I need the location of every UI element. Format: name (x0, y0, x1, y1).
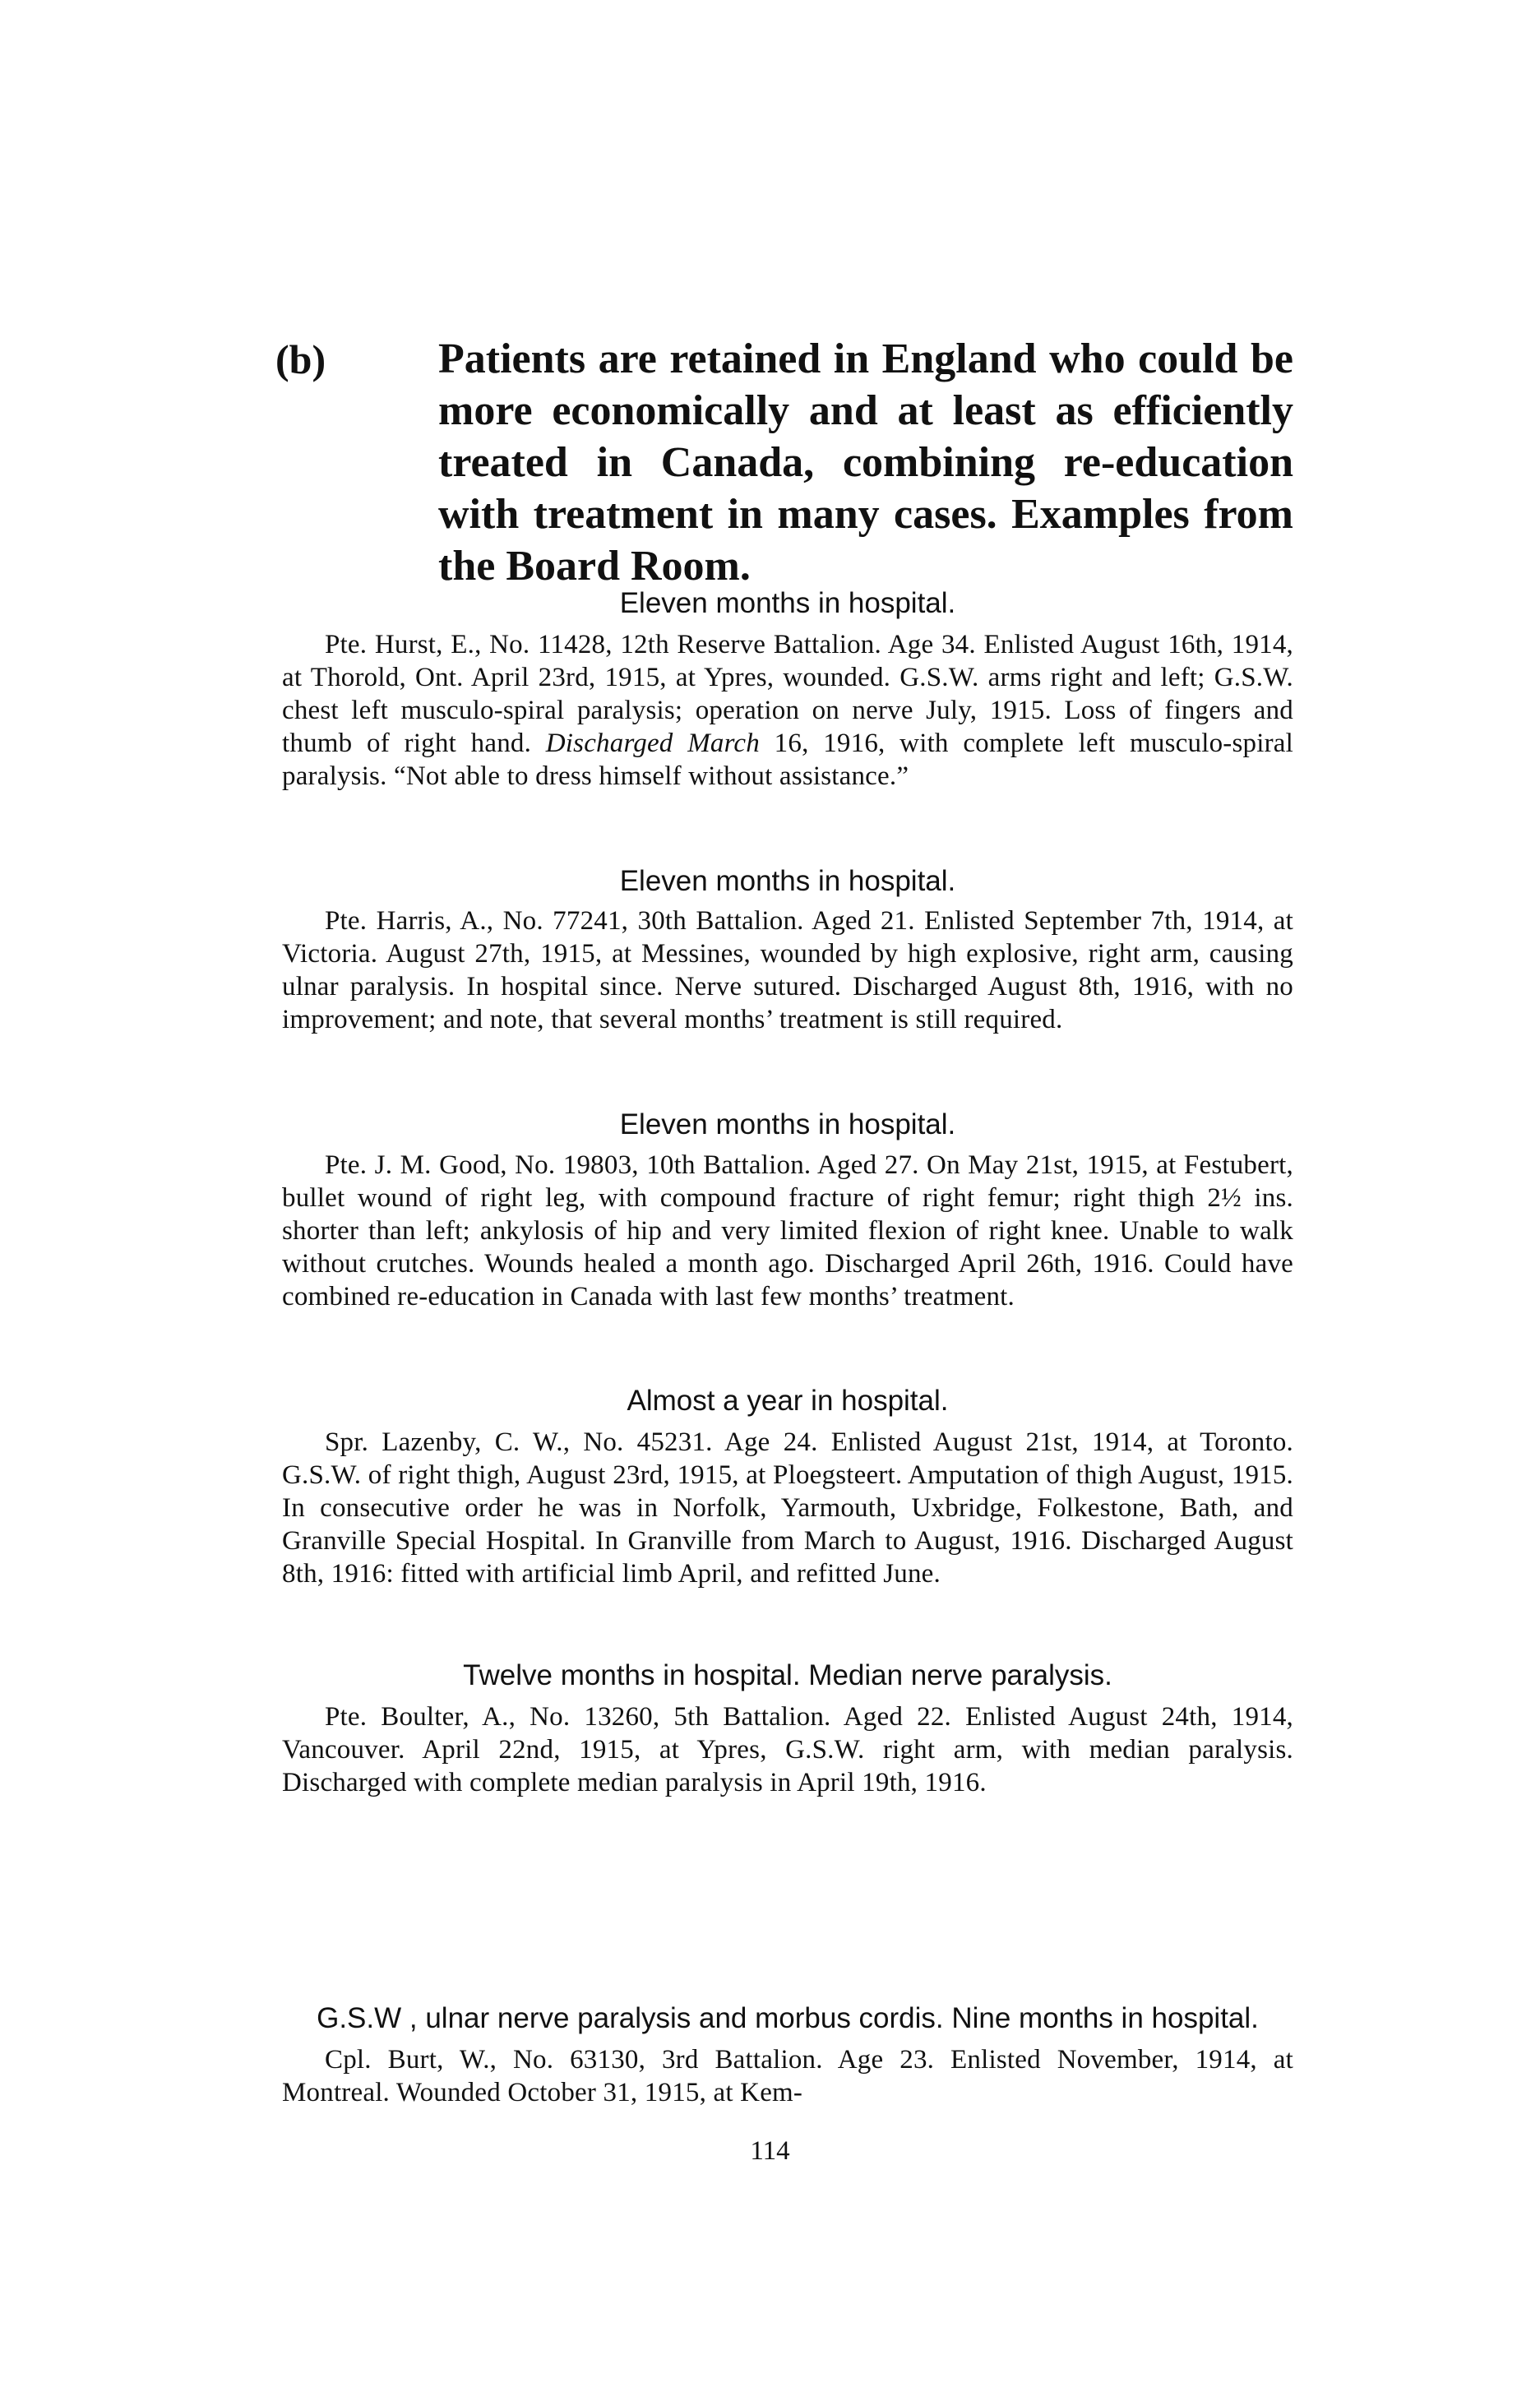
intro-paragraph: Patients are retained in England who could be more economically and at least as efficiently treated in Canada, combining re-education with treatment in many cases. Examples from the Board Room. (438, 335, 1293, 590)
case-heading: Almost a year in hospital. (627, 1385, 949, 1417)
case-heading: Eleven months in hospital. (619, 865, 956, 897)
case-text: Pte. J. M. Good, No. 19803, 10th Battalion. Aged 27. On May 21st, 1915, at Festubert, bullet wound of right leg, with compound fracture of right femur; right thigh 2½ ins. shorter than left; ankylosis of hip and very limited flexion of right knee. Unable to walk without crutches. Wounds healed a month ago. Discharged April 26th, 1916. Could have combined re-education in Canada with last few months’ treatment. (282, 1150, 1293, 1311)
case-entry (282, 1426, 1293, 1590)
case-text: Cpl. Burt, W., No. 63130, 3rd Battalion. Age 23. Enlisted November, 1914, at Montreal. Wounded October 31, 1915, at Kem- (282, 2045, 1293, 2107)
case-text (282, 628, 1293, 793)
case-text-italic: Discharged March (545, 729, 760, 758)
page-number: 114 (750, 2136, 790, 2166)
case-heading: Eleven months in hospital. (619, 1108, 956, 1140)
case-entry (282, 1700, 1293, 1799)
case-heading: G.S.W , ulnar nerve paralysis and morbus cordis. Nine months in hospital. (317, 2002, 1259, 2034)
case-text: Pte. Boulter, A., No. 13260, 5th Battalion. Aged 22. Enlisted August 24th, 1914, Vancouver. April 22nd, 1915, at Ypres, G.S.W. right arm, with median paralysis. Discharged with complete median paralysis in April 19th, 1916. (282, 1702, 1293, 1797)
case-entry (282, 2043, 1293, 2109)
case-entry (282, 1149, 1293, 1313)
case-text-main: Pte. Hurst, E., No. 11428, 12th Reserve Battalion. Age 34. Enlisted August 16th, 1914, at Thorold, Ont. April 23rd, 1915, at Ypres, wounded. G.S.W. arms right and left; G.S.W. chest left musculo-spiral paralysis; operation on nerve July, 1915. Loss of fingers and thumb of right hand. (282, 630, 1293, 758)
case-heading: Twelve months in hospital. Median nerve paralysis. (463, 1659, 1112, 1691)
case-entry (282, 904, 1293, 1036)
case-text: Spr. Lazenby, C. W., No. 45231. Age 24. Enlisted August 21st, 1914, at Toronto. G.S.W. of right thigh, August 23rd, 1915, at Ploegsteert. Amputation of thigh August, 1915. In consecutive order he was in Norfolk, Yarmouth, Uxbridge, Folkestone, Bath, and Granville Special Hospital. In Granville from March to August, 1916. Discharged August 8th, 1916: fitted with artificial limb April, and refitted June. (282, 1427, 1293, 1589)
case-heading: Eleven months in hospital. (619, 587, 956, 619)
case-entry (282, 628, 1293, 793)
case-text-rest: 16, 1916, with complete left musculo-spiral paralysis. “Not able to dress himself without assistance.” (282, 729, 1293, 791)
section-label: (b) (275, 336, 326, 382)
case-text: Pte. Harris, A., No. 77241, 30th Battalion. Aged 21. Enlisted September 7th, 1914, at Victoria. August 27th, 1915, at Messines, wounded by high explosive, right arm, causing ulnar paralysis. In hospital since. Nerve sutured. Discharged August 8th, 1916, with no improvement; and note, that several months’ treatment is still required. (282, 906, 1293, 1034)
